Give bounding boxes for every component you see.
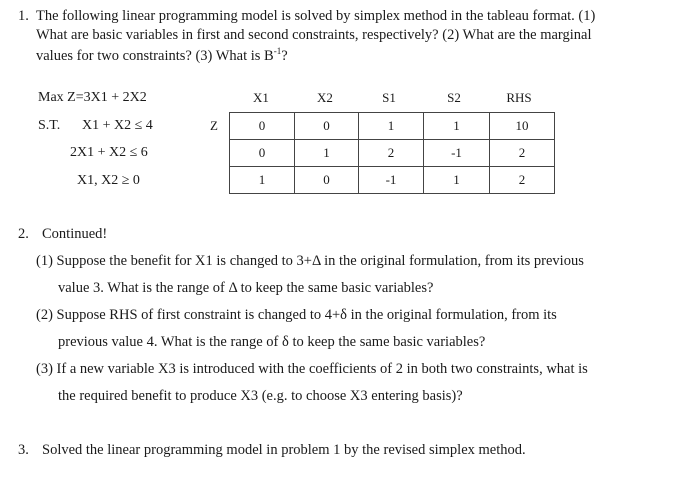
tableau-header-rhs: RHS [506,90,532,105]
problem-3-text: Solved the linear programming model in problem 1 by the revised simplex method. [42,442,526,458]
non-negativity: X1, X2 ≥ 0 [77,173,140,188]
tableau-cell: 1 [424,113,490,140]
tableau-cell: 2 [490,140,555,167]
tableau-cell: 1 [295,140,359,167]
tableau-row [230,113,555,140]
tableau-row [230,140,555,167]
tableau-row [230,167,555,194]
constraint-2: 2X1 + X2 ≤ 6 [70,145,148,160]
problem-1-line-2: What are basic variables in first and second constraints, respectively? (2) What are the marginal [36,27,592,43]
tableau-header-s1: S1 [382,90,396,105]
problem-3-number: 3. [18,442,29,458]
tableau-cell: 1 [230,167,295,194]
inverse-superscript: -1 [273,46,282,56]
problem-2-item-2-cont: previous value 4. What is the range of δ to keep the same basic variables? [58,334,486,350]
tableau-cell: 10 [490,113,555,140]
problem-2-item-3: (3) If a new variable X3 is introduced with the coefficients of 2 in both two constraints, what is [36,361,588,377]
problem-1-line-1: The following linear programming model is solved by simplex method in the tableau format. (1) [36,8,596,24]
tableau-cell: 2 [490,167,555,194]
tableau-cell: 1 [424,167,490,194]
tableau-header-x1: X1 [253,90,269,105]
objective-function: Max Z=3X1 + 2X2 [38,90,147,105]
tableau-cell: 0 [230,140,295,167]
simplex-tableau [229,112,555,194]
problem-2-item-1-cont: value 3. What is the range of Δ to keep the same basic variables? [58,280,434,296]
problem-1-number: 1. [18,8,29,24]
tableau-row-label: Z [210,118,218,133]
tableau-cell: 0 [295,167,359,194]
tableau-cell: 2 [359,140,424,167]
problem-2-item-1: (1) Suppose the benefit for X1 is changed to 3+Δ in the original formulation, from its previous [36,253,584,269]
tableau-header-s2: S2 [447,90,461,105]
constraint-1: X1 + X2 ≤ 4 [82,118,153,133]
tableau-cell: 0 [230,113,295,140]
problem-2-item-2: (2) Suppose RHS of first constraint is changed to 4+δ in the original formulation, from its [36,307,557,323]
problem-1-line-3-text: values for two constraints? (3) What is B [36,47,274,64]
st-label: S.T. [38,118,61,133]
problem-2-item-3-cont: the required benefit to produce X3 (e.g. to choose X3 entering basis)? [58,388,463,404]
tableau-header-x2: X2 [317,90,333,105]
tableau-cell: -1 [424,140,490,167]
tableau-cell: 1 [359,113,424,140]
problem-2-number: 2. [18,226,29,242]
problem-2-title: Continued! [42,226,108,242]
tableau-cell: -1 [359,167,424,194]
tableau-cell: 0 [295,113,359,140]
problem-1-line-3 [36,46,288,65]
problem-1-line-3-end: ? [281,47,288,64]
